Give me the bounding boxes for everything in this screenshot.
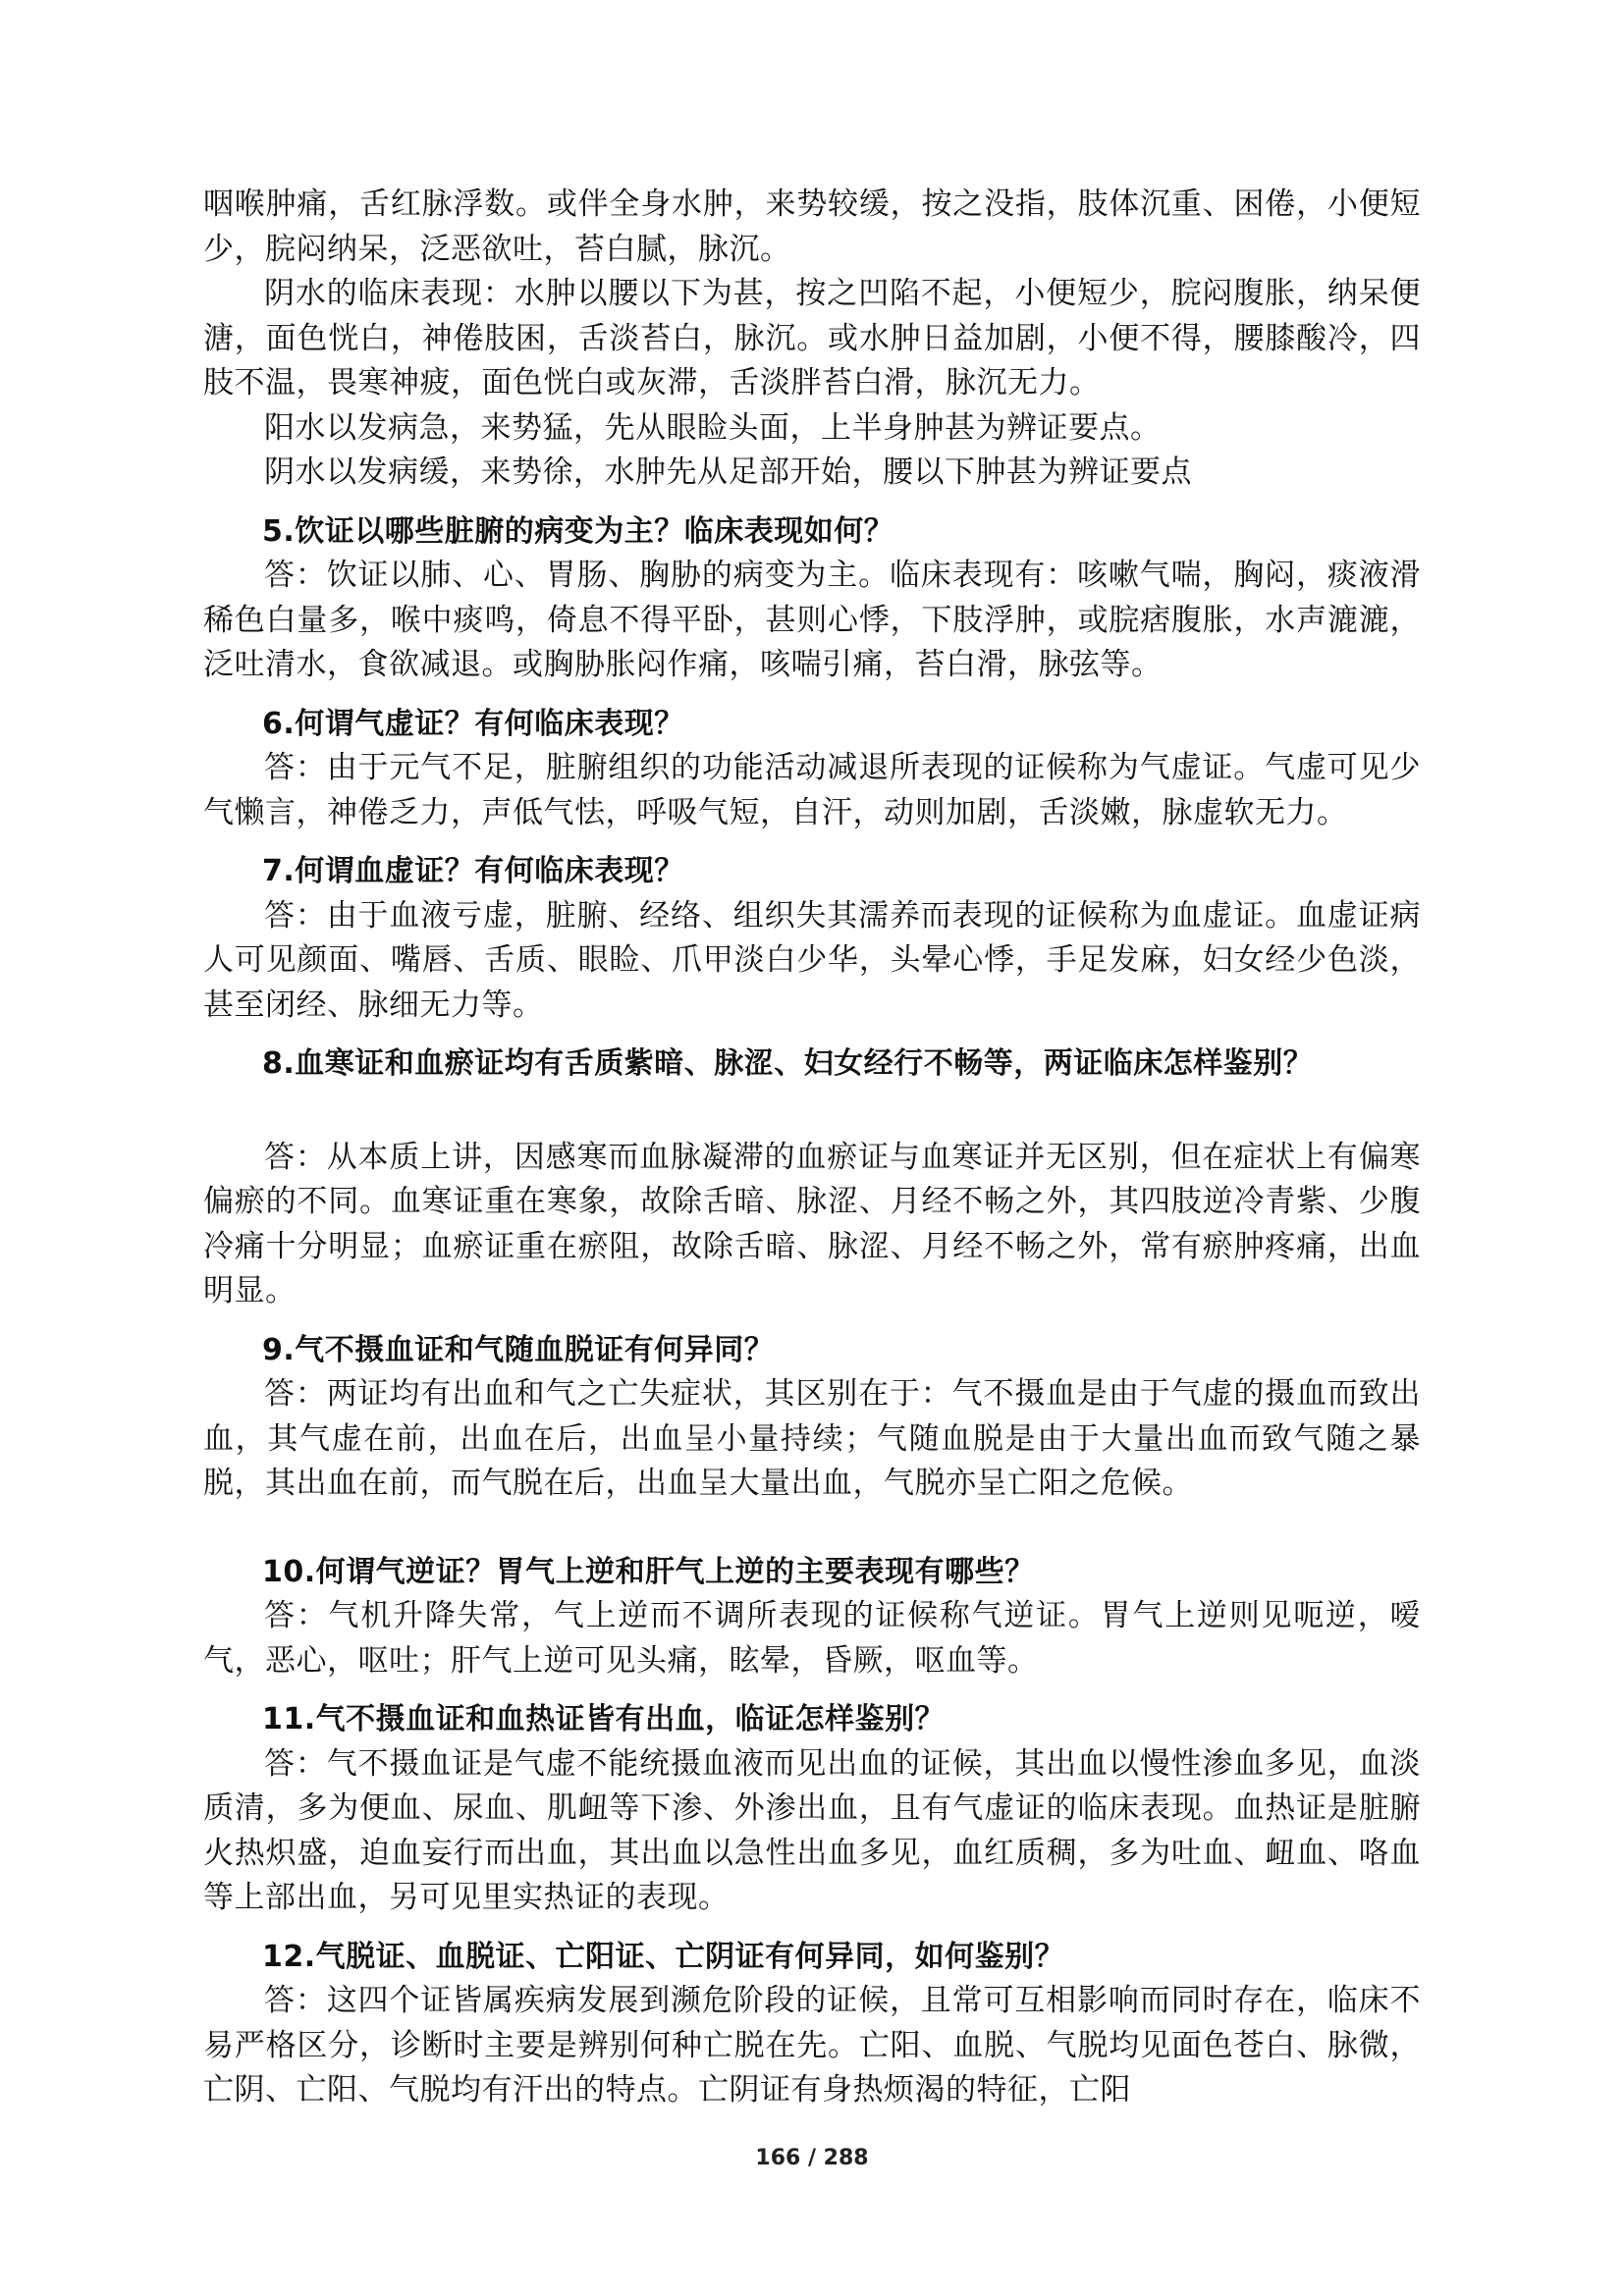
page-number: 166 / 288 xyxy=(755,2146,869,2170)
paragraph-continuation: 咽喉肿痛，舌红脉浮数。或伴全身水肿，来势较缓，按之没指，肢体沉重、困倦，小便短少，脘闷纳呆，泛恶欲吐，苔白腻，脉沉。 xyxy=(203,187,1421,267)
question-heading-7: 7.何谓血虚证？有何临床表现？ xyxy=(262,854,684,888)
question-heading-11: 11.气不摄血证和血热证皆有出血，临证怎样鉴别？ xyxy=(262,1702,946,1736)
answer-12: 答：这四个证皆属疾病发展到濒危阶段的证候，且常可互相影响而同时存在，临床不易严格区分，诊断时主要是辨别何种亡脱在先。亡阳、血脱、气脱均见面色苍白、脉微，亡阴、亡阳、气脱均有汗出的特点。亡阴证有身热烦渴的特征，亡阳 xyxy=(203,1983,1421,2108)
question-heading-9: 9.气不摄血证和气随血脱证有何异同？ xyxy=(262,1332,775,1367)
answer-9: 答：两证均有出血和气之亡失症状，其区别在于：气不摄血是由于气虚的摄血而致出血，其气虚在前，出血在后，出血呈小量持续；气随血脱是由于大量出血而致气随之暴脱，其出血在前，而气脱在后，出血呈大量出血，气脱亦呈亡阳之危候。 xyxy=(203,1376,1421,1501)
answer-5: 答：饮证以肺、心、胃肠、胸胁的病变为主。临床表现有：咳嗽气喘，胸闷，痰液滑稀色白量多，喉中痰鸣，倚息不得平卧，甚则心悸，下肢浮肿，或脘痞腹胀，水声漉漉，泛吐清水，食欲减退。或胸胁胀闷作痛，咳喘引痛，苔白滑，脉弦等。 xyxy=(203,558,1421,682)
paragraph-yin-edema-key: 阴水以发病缓，来势徐，水肿先从足部开始，腰以下肿甚为辨证要点 xyxy=(264,454,1192,490)
question-heading-8: 8.血寒证和血瘀证均有舌质紫暗、脉涩、妇女经行不畅等，两证临床怎样鉴别？ xyxy=(262,1046,1314,1081)
answer-7: 答：由于血液亏虚，脏腑、经络、组织失其濡养而表现的证候称为血虚证。血虚证病人可见颜面、嘴唇、舌质、眼睑、爪甲淡白少华，头晕心悸，手足发麻，妇女经少色淡，甚至闭经、脉细无力等。 xyxy=(203,897,1421,1023)
question-heading-12: 12.气脱证、血脱证、亡阳证、亡阴证有何异同，如何鉴别？ xyxy=(262,1939,1065,1974)
spacer xyxy=(203,1507,1421,1536)
answer-8: 答：从本质上讲，因感寒而血脉凝滞的血瘀证与血寒证并无区别，但在症状上有偏寒偏瘀的不同。血寒证重在寒象，故除舌暗、脉涩、月经不畅之外，其四肢逆冷青紫、少腹冷痛十分明显；血瘀证重在瘀阻，故除舌暗、脉涩、月经不畅之外，常有瘀肿疼痛，出血明显。 xyxy=(203,1139,1421,1308)
answer-11: 答：气不摄血证是气虚不能统摄血液而见出血的证候，其出血以慢性渗血多见，血淡质清，多为便血、尿血、肌衄等下渗、外渗出血，且有气虚证的临床表现。血热证是脏腑火热炽盛，迫血妄行而出血，其出血以急性出血多见，血红质稠，多为吐血、衄血、咯血等上部出血，另可见里实热证的表现。 xyxy=(203,1745,1421,1915)
paragraph-yin-edema: 阴水的临床表现：水肿以腰以下为甚，按之凹陷不起，小便短少，脘闷腹胀，纳呆便溏，面色恍白，神倦肢困，舌淡苔白，脉沉。或水肿日益加剧，小便不得，腰膝酸冷，四肢不温，畏寒神疲，面色恍白或灰滞，舌淡胖苔白滑，脉沉无力。 xyxy=(203,276,1421,400)
question-heading-6: 6.何谓气虚证？有何临床表现？ xyxy=(262,706,684,741)
spacer xyxy=(203,1087,1421,1136)
answer-6: 答：由于元气不足，脏腑组织的功能活动减退所表现的证候称为气虚证。气虚可见少气懒言，神倦乏力，声低气怯，呼吸气短，自汗，动则加剧，舌淡嫩，脉虚软无力。 xyxy=(203,750,1421,830)
paragraph-yang-edema-key: 阳水以发病急，来势猛，先从眼睑头面，上半身肿甚为辨证要点。 xyxy=(264,409,1162,446)
text-column xyxy=(203,183,1421,2113)
answer-10: 答：气机升降失常，气上逆而不调所表现的证候称气逆证。胃气上逆则见呃逆，嗳气，恶心，呕吐；肝气上逆可见头痛，眩晕，昏厥，呕血等。 xyxy=(203,1598,1421,1679)
question-heading-10: 10.何谓气逆证？胃气上逆和肝气上逆的主要表现有哪些？ xyxy=(262,1554,1035,1589)
question-heading-5: 5.饮证以哪些脏腑的病变为主？临床表现如何？ xyxy=(262,513,894,549)
